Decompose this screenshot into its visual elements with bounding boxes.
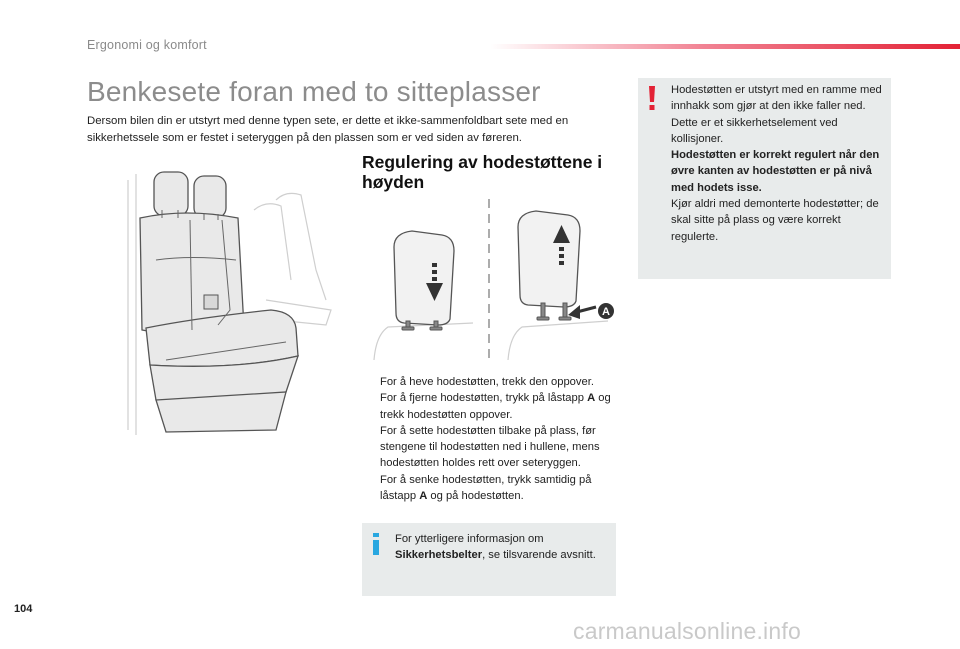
warning-text: Hodestøtten er utstyrt med en ramme med innhakk som gjør at den ikke faller ned. Dette er et sikkerhetselement ved kollisjoner. Hodestøtten er korrekt regulert når den øvre kanten av hodestøtten er på nivå med hodets isse. Kjør aldri med demonterte hodestøtter; de skal sitte på plass og være korrekt regulerte. xyxy=(671,84,882,243)
list-item: For å senke hodestøtten, trykk samtidig på låstapp A og på hodestøtten. xyxy=(380,473,592,503)
info-text: For ytterligere informasjon om Sikkerhetsbelter, se tilsvarende avsnitt. xyxy=(395,533,596,562)
instruction-list xyxy=(362,374,624,504)
list-item: For å sette hodestøtten tilbake på plass, før stengene til hodestøtten ned i hullene, mens hodestøtten holdes rett over seteryggen. xyxy=(380,424,600,470)
warning-box xyxy=(638,78,891,279)
page-title: Benkesete foran med to sitteplasser xyxy=(87,76,541,107)
headrest-adjustment-illustration xyxy=(368,195,618,363)
bench-seat-illustration xyxy=(126,160,341,440)
watermark: carmanualsonline.info xyxy=(573,618,801,644)
warning-icon xyxy=(647,86,657,110)
info-box xyxy=(362,523,616,596)
intro-text: Dersom bilen din er utstyrt med denne typen sete, er dette et ikke-sammenfoldbart sete med en sikkerhetssele som er festet i seteryggen på den plassen som er ved siden av føreren. xyxy=(87,115,569,144)
list-item: For å heve hodestøtten, trekk den oppover. xyxy=(380,376,594,388)
header-accent-line xyxy=(490,44,960,49)
page-number: 104 xyxy=(14,603,33,615)
breadcrumb: Ergonomi og komfort xyxy=(87,38,207,52)
section-title: Regulering av hodestøttene i høyden xyxy=(362,152,603,192)
list-item: For å fjerne hodestøtten, trykk på låstapp A og trekk hodestøtten oppover. xyxy=(380,392,611,421)
info-icon xyxy=(371,533,381,555)
latch-label-a: A xyxy=(602,306,610,318)
